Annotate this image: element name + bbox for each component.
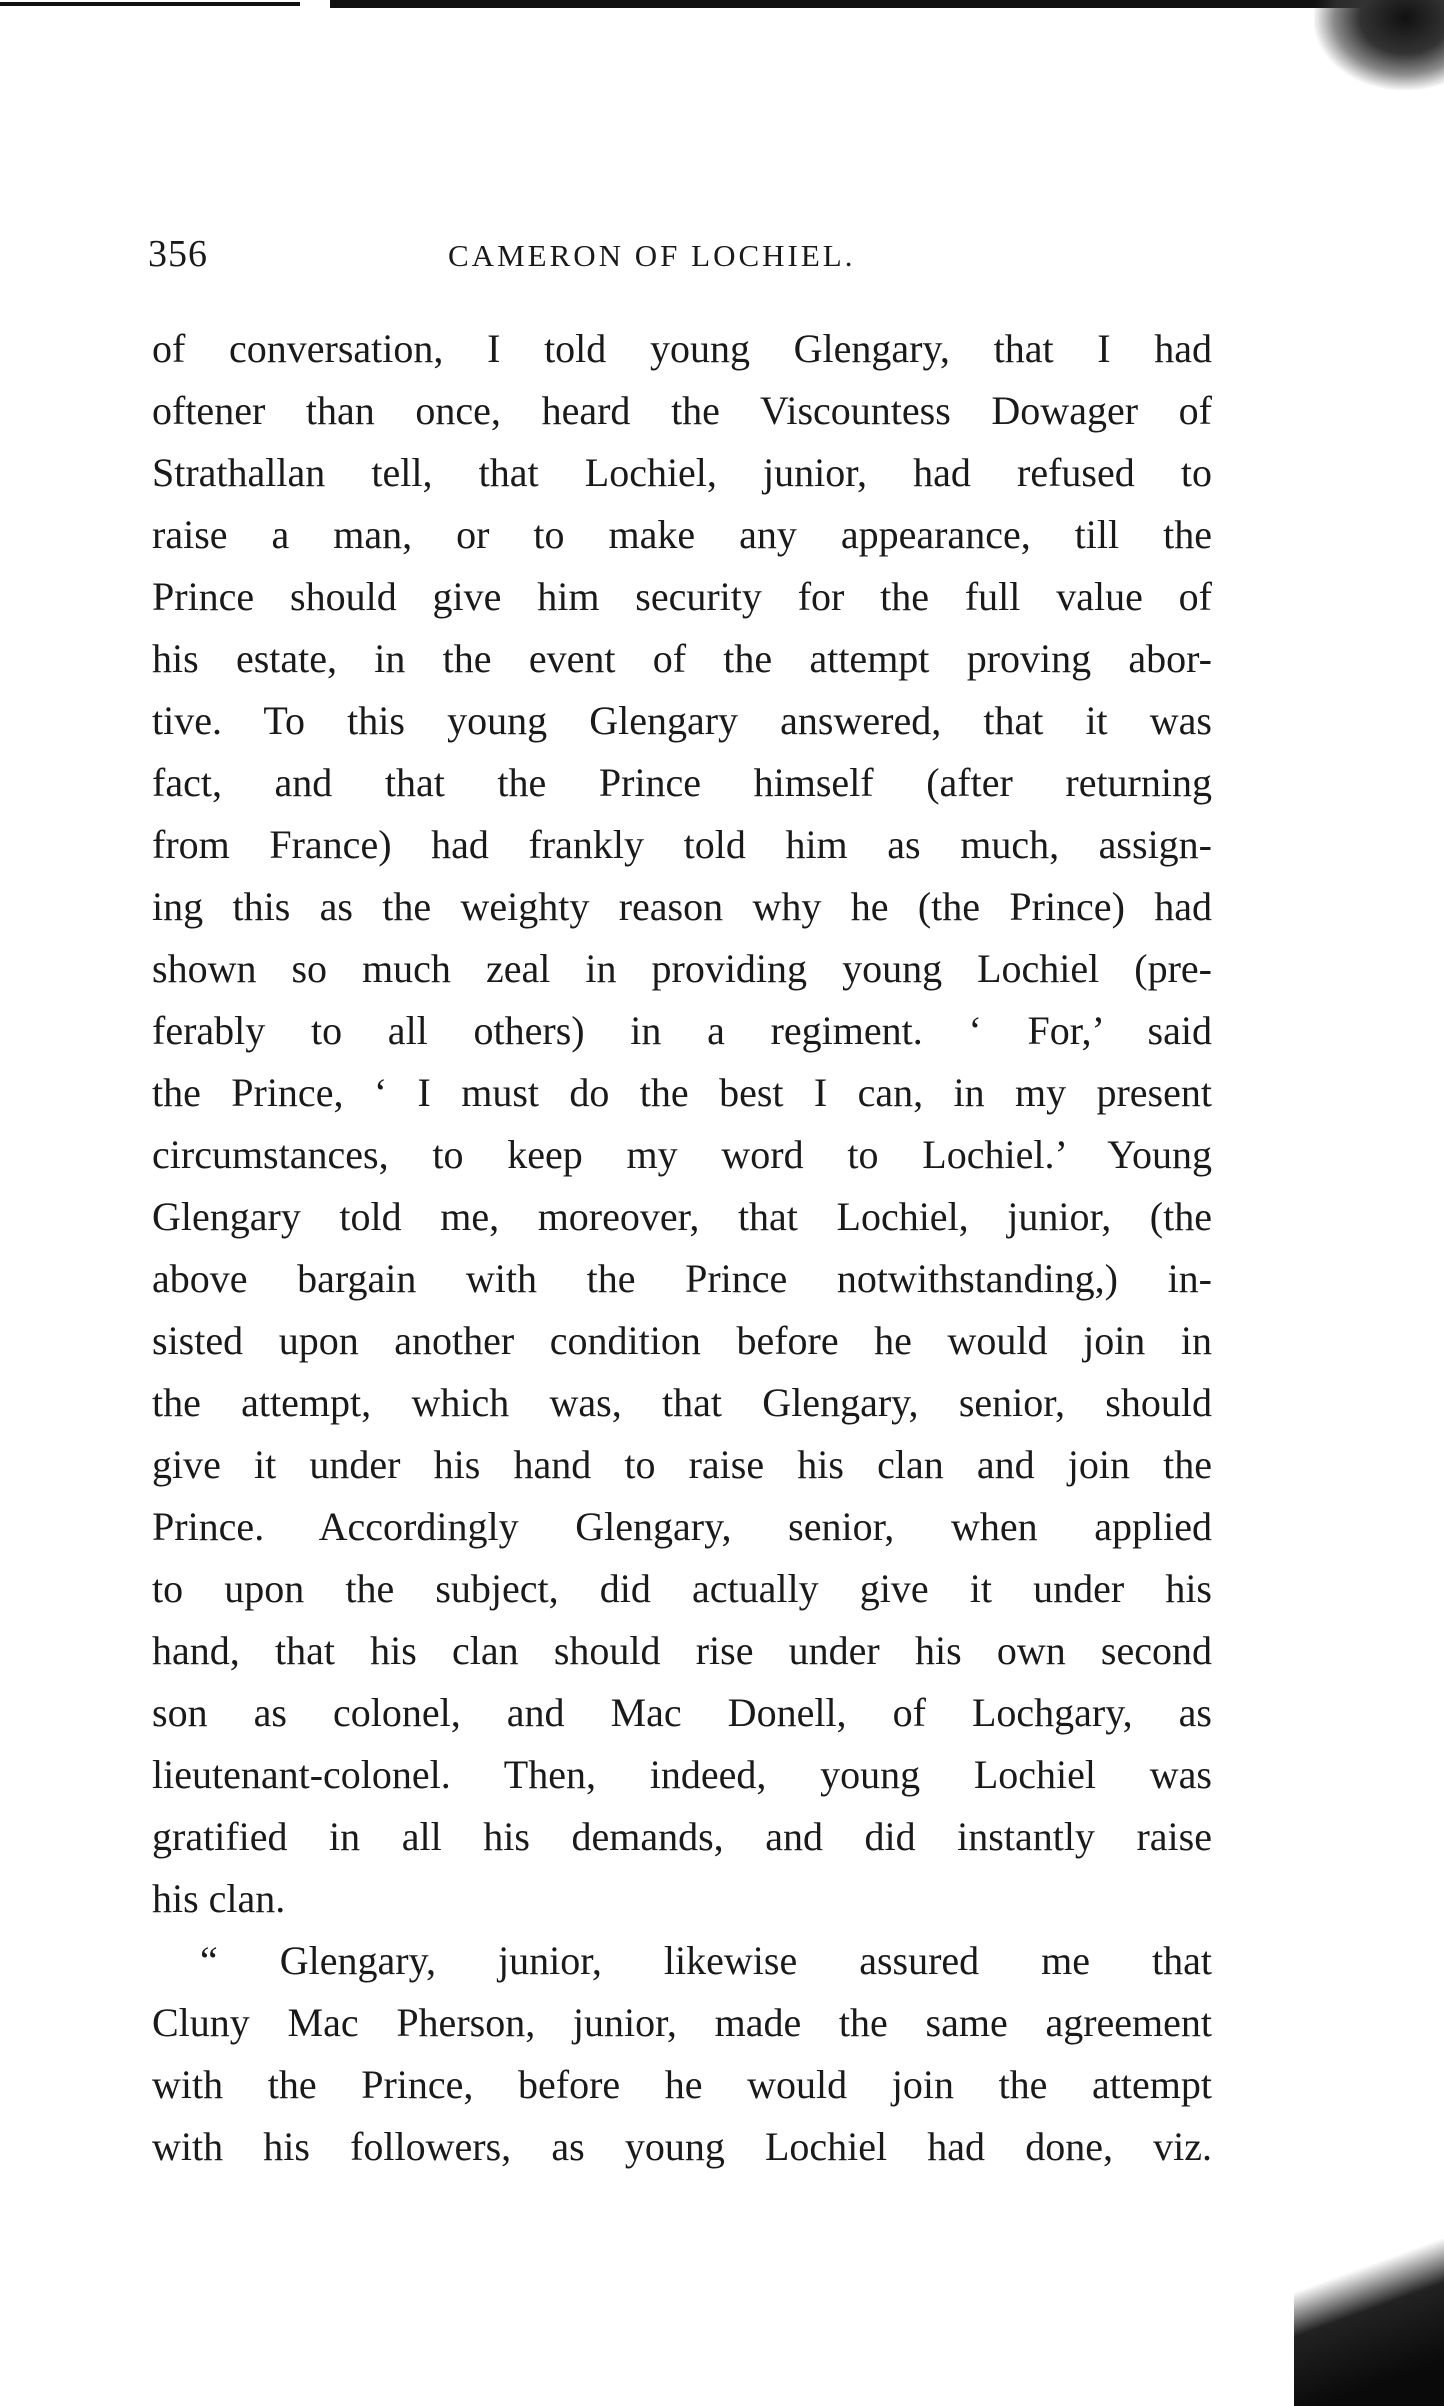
text-line: ferably to all others) in a regiment. ‘ For,’ said [152, 1008, 1212, 1053]
text-line: Glengary told me, moreover, that Lochiel, junior, (the [152, 1194, 1212, 1239]
text-line: the attempt, which was, that Glengary, senior, should [152, 1380, 1212, 1425]
text-line: raise a man, or to make any appearance, till the [152, 512, 1212, 557]
text-line: Prince should give him security for the full value of [152, 574, 1212, 619]
text-line: from France) had frankly told him as much, assign- [152, 822, 1212, 867]
text-line: shown so much zeal in providing young Lochiel (pre- [152, 946, 1212, 991]
text-line: hand, that his clan should rise under his own second [152, 1628, 1212, 1673]
text-line: sisted upon another condition before he would join in [152, 1318, 1212, 1363]
text-line: his clan. [152, 1876, 286, 1921]
text-line: “ Glengary, junior, likewise assured me that [200, 1938, 1212, 1983]
text-line: ing this as the weighty reason why he (the Prince) had [152, 884, 1212, 929]
text-line: fact, and that the Prince himself (after returning [152, 760, 1212, 805]
text-line: lieutenant-colonel. Then, indeed, young Lochiel was [152, 1752, 1212, 1797]
scan-shadow-top [1314, 0, 1444, 90]
body-text [152, 318, 1212, 2178]
text-line: of conversation, I told young Glengary, that I had [152, 326, 1212, 371]
text-line: tive. To this young Glengary answered, that it was [152, 698, 1212, 743]
text-line: the Prince, ‘ I must do the best I can, in my present [152, 1070, 1212, 1115]
text-line: circumstances, to keep my word to Lochiel.’ Young [152, 1132, 1212, 1177]
text-line: son as colonel, and Mac Donell, of Lochgary, as [152, 1690, 1212, 1735]
text-line: give it under his hand to raise his clan and join the [152, 1442, 1212, 1487]
running-title: CAMERON OF LOCHIEL. [448, 238, 856, 273]
text-line: Strathallan tell, that Lochiel, junior, had refused to [152, 450, 1212, 495]
text-line: with his followers, as young Lochiel had done, viz. [152, 2124, 1212, 2169]
text-line: above bargain with the Prince notwithstanding,) in- [152, 1256, 1212, 1301]
text-line: Prince. Accordingly Glengary, senior, when applied [152, 1504, 1212, 1549]
top-border-rule-long [330, 0, 1444, 8]
text-line: oftener than once, heard the Viscountess Dowager of [152, 388, 1212, 433]
text-line: gratified in all his demands, and did instantly raise [152, 1814, 1212, 1859]
text-line: Cluny Mac Pherson, junior, made the same agreement [152, 2000, 1212, 2045]
page-number: 356 [148, 233, 208, 275]
text-line: his estate, in the event of the attempt proving abor- [152, 636, 1212, 681]
text-line: with the Prince, before he would join the attempt [152, 2062, 1212, 2107]
scan-shadow-bottom [1294, 2236, 1444, 2406]
top-border-rule [0, 2, 300, 6]
running-head [148, 232, 1208, 292]
text-line: to upon the subject, did actually give it under his [152, 1566, 1212, 1611]
